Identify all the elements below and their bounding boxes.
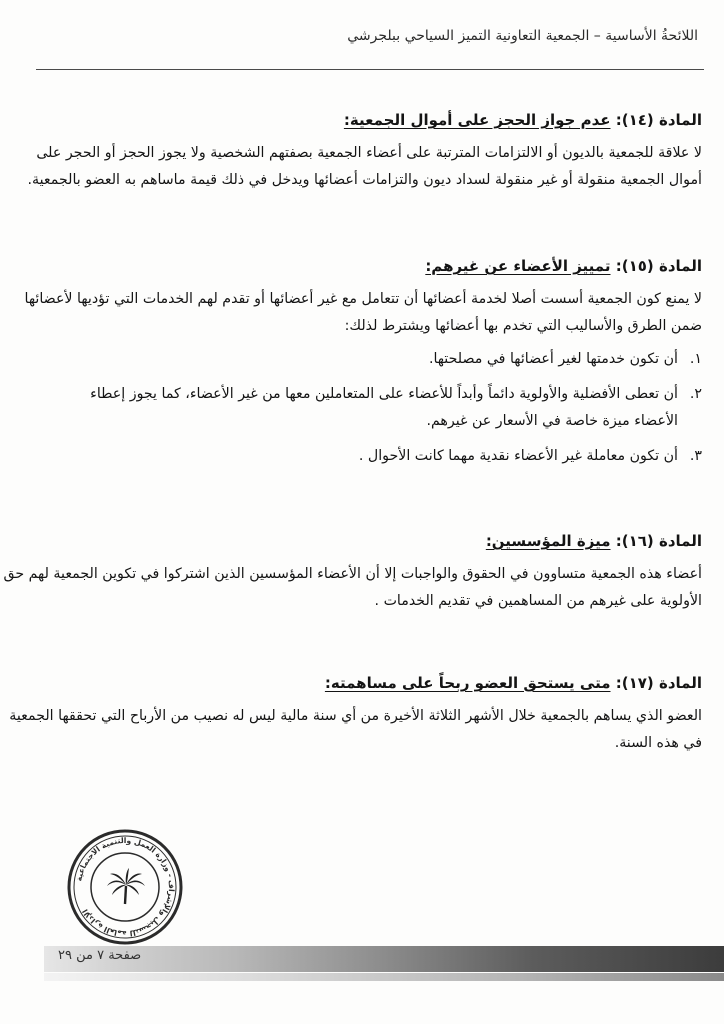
body-line: أعضاء هذه الجمعية متساوون في الحقوق والواجبات إلا أن الأعضاء المؤسسين الذين اشتركوا في تكوين الجمعية لهم حق xyxy=(3,566,702,582)
article-heading xyxy=(30,256,702,276)
list-item-text: الأعضاء ميزة خاصة في الأسعار عن غيرهم. xyxy=(426,413,678,429)
article-body xyxy=(27,140,702,194)
list-marker: ٢. xyxy=(689,386,702,402)
list-marker: ٣. xyxy=(689,448,702,464)
body-line: العضو الذي يساهم بالجمعية خلال الأشهر الثلاثة الأخيرة من أي سنة مالية ليس له نصيب من الأرباح التي تحققها الجمعية xyxy=(9,708,702,724)
list-item-text: أن تعطى الأفضلية والأولوية دائماً وأبداً للأعضاء على المتعاملين معها من غير الأعضاء، كما يجوز إعطاء xyxy=(90,386,678,402)
palm-tree-icon xyxy=(107,868,145,904)
official-stamp xyxy=(66,828,184,946)
list-item xyxy=(30,443,702,470)
article-title: ميزة المؤسسين: xyxy=(485,532,611,550)
body-line: لا يمنع كون الجمعية أسست أصلا لخدمة أعضائها أن تتعامل مع غير أعضائها أو تقدم لهم الخدمات التي تؤديها لأعضائها xyxy=(24,291,702,307)
list-item xyxy=(30,381,702,435)
article-title: تمييز الأعضاء عن غيرهم: xyxy=(425,257,611,275)
list-item-text: أن تكون معاملة غير الأعضاء نقدية مهما كانت الأحوال . xyxy=(358,448,678,464)
article-number: المادة (١٥): xyxy=(615,257,702,275)
article-title: عدم جواز الحجز على أموال الجمعية: xyxy=(343,111,611,129)
article-body xyxy=(3,561,702,615)
header-title: اللائحةُ الأساسية – الجمعية التعاونية التميز السياحي ببلجرشي xyxy=(347,28,698,44)
stamp-text: الإدارة العامة للتسجيل والإشراف - وزارة العمل والتنمية الاجتماعية xyxy=(74,835,177,939)
body-line: في هذه السنة. xyxy=(614,735,702,751)
article-15 xyxy=(24,256,702,478)
body-line: لا علاقة للجمعية بالديون أو الالتزامات المترتبة على أعضاء الجمعية بصفتهم الشخصية ولا يجوز الحجز أو الحجر على xyxy=(36,145,702,161)
page-number: صفحة ٧ من ٢٩ xyxy=(58,948,142,963)
article-body xyxy=(24,286,702,340)
body-line: أموال الجمعية منقولة أو غير منقولة لسداد ديون والتزامات أعضائها ويدخل في ذلك قيمة ماساهم به العضو بالجمعية. xyxy=(27,172,702,188)
conditions-list xyxy=(30,346,702,470)
footer-band-accent xyxy=(44,973,724,981)
list-item xyxy=(30,346,702,373)
article-title: متى يستحق العضو ربحاً على مساهمته: xyxy=(324,674,611,692)
article-16 xyxy=(3,531,702,615)
article-number: المادة (١٤): xyxy=(615,111,702,129)
article-heading xyxy=(30,110,702,130)
list-item-text: أن تكون خدمتها لغير أعضائها في مصلحتها. xyxy=(428,351,678,367)
article-number: المادة (١٧): xyxy=(615,674,702,692)
stamp-seal-icon xyxy=(66,828,184,946)
article-14 xyxy=(27,110,702,194)
article-17 xyxy=(9,673,702,757)
body-line: ضمن الطرق والأساليب التي تخدم بها أعضائها ويشترط لذلك: xyxy=(344,318,702,334)
header-divider xyxy=(36,69,704,70)
article-heading xyxy=(30,673,702,693)
article-number: المادة (١٦): xyxy=(615,532,702,550)
body-line: الأولوية على غيرهم من المساهمين في تقديم الخدمات . xyxy=(374,593,702,609)
article-body xyxy=(9,703,702,757)
footer-band xyxy=(44,946,724,972)
list-marker: ١. xyxy=(689,351,702,367)
article-heading xyxy=(30,531,702,551)
